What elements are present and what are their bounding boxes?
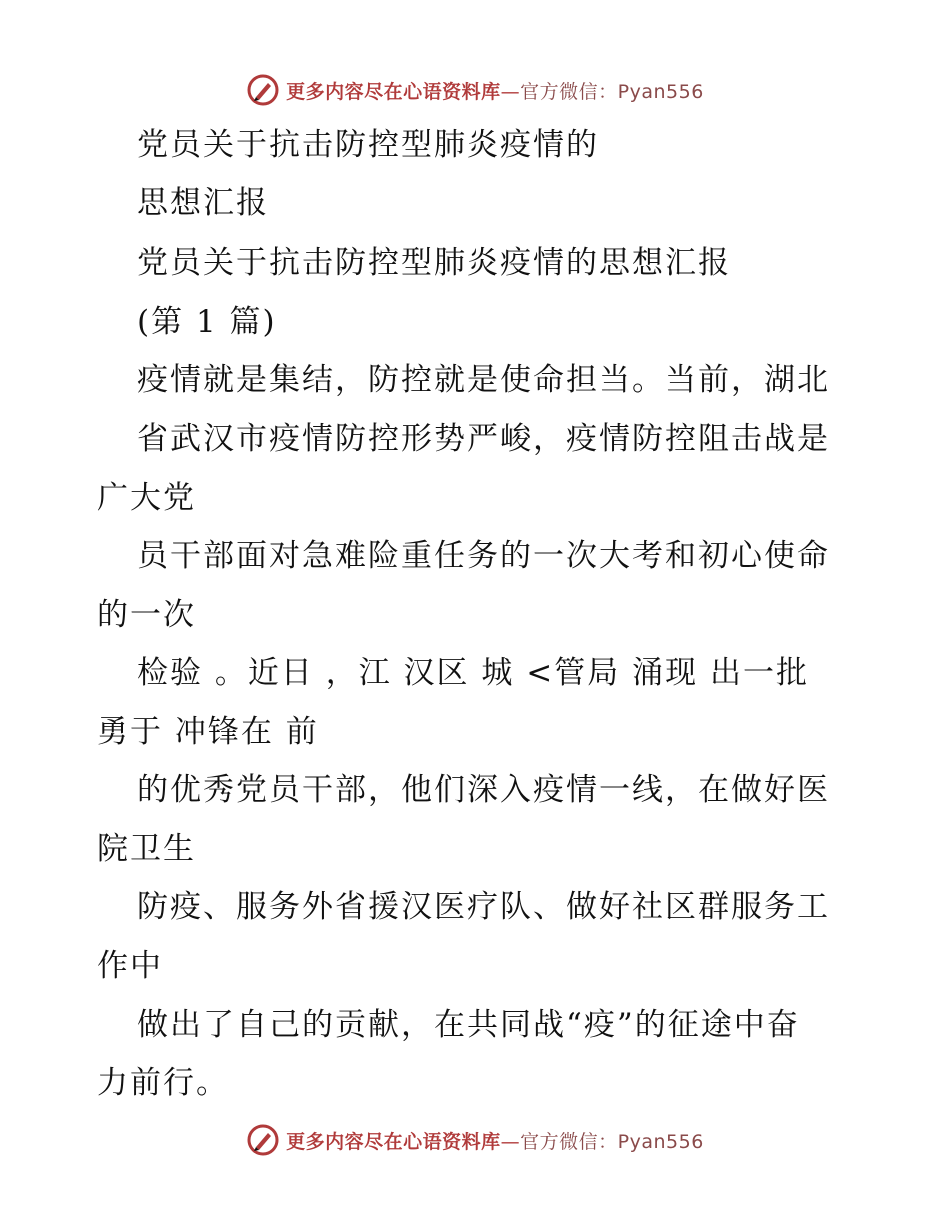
paragraph-line: 做出了自己的贡献，在共同战“疫”的征途中奋 bbox=[137, 1007, 800, 1043]
paragraph-line: 的一次 bbox=[97, 597, 196, 633]
doc-title-line-2: 思想汇报 bbox=[137, 185, 269, 221]
paragraph-line: 院卫生 bbox=[97, 831, 196, 867]
paragraph-line: 防疫、服务外省援汉医疗队、做好社区群服务工 bbox=[137, 889, 830, 925]
paragraph-line: 员干部面对急难险重任务的一次大考和初心使命 bbox=[137, 538, 830, 574]
paragraph-line: 检验 。近日 ，江 汉区 城 <管局 涌现 出一批 bbox=[137, 655, 809, 691]
pen-logo-icon bbox=[246, 73, 280, 107]
watermark-text: 更多内容尽在心语资料库—官方微信：Pyan556 bbox=[286, 80, 704, 103]
section-title: 党员关于抗击防控型肺炎疫情的思想汇报 bbox=[137, 245, 731, 281]
paragraph-line: 作中 bbox=[97, 948, 163, 984]
paragraph-line: 省武汉市疫情防控形势严峻，疫情防控阻击战是 bbox=[137, 421, 830, 457]
paragraph-line: 力前行。 bbox=[97, 1065, 229, 1101]
paragraph-line: 广大党 bbox=[97, 480, 196, 516]
watermark-text: 更多内容尽在心语资料库—官方微信：Pyan556 bbox=[286, 1130, 704, 1153]
paragraph-line: 的优秀党员干部，他们深入疫情一线，在做好医 bbox=[137, 772, 830, 808]
paragraph-line: 勇于 冲锋在 前 bbox=[97, 714, 319, 750]
paragraph-line: 疫情就是集结，防控就是使命担当。当前，湖北 bbox=[137, 362, 830, 398]
section-number: (第 1 篇) bbox=[137, 304, 277, 340]
pen-logo-icon bbox=[246, 1123, 280, 1157]
footer-watermark bbox=[0, 1120, 950, 1160]
doc-title-line-1: 党员关于抗击防控型肺炎疫情的 bbox=[137, 127, 599, 163]
header-watermark bbox=[0, 70, 950, 110]
